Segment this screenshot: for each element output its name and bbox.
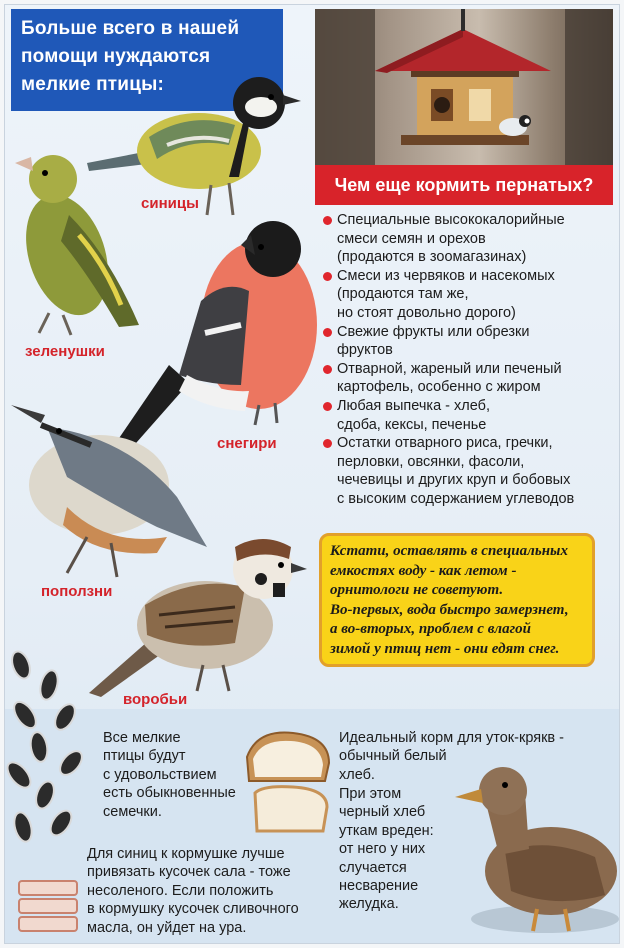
- tip-box: Кстати, оставлять в специальных емкостях воду - как летом - орнитологи не советуют. Во-первых, вода быстро замерзнет, а во-вторых, проблем с влагой зимой у птиц нет - они едят снег.: [319, 533, 595, 667]
- food-list: [323, 211, 615, 509]
- lard-illustration: [15, 877, 81, 935]
- black-bread-note: При этом черный хлеб уткам вреден: от него у них случается несварение желудка.: [339, 786, 434, 913]
- food-item: Смеси из червяков и насекомых (продаются там же, но стоят довольно дорого): [323, 267, 615, 323]
- bullet-icon: [323, 216, 332, 225]
- poster: [4, 4, 620, 944]
- food-item: Отварной, жареный или печеный картофель, особенно с жиром: [323, 360, 615, 397]
- food-item: Остатки отварного риса, гречки, перловки, овсянки, фасоли, чечевицы и других круп и бобовых с высоким содержанием углеводов: [323, 434, 615, 508]
- feeding-banner: Чем еще кормить пернатых?: [315, 165, 613, 205]
- bullet-icon: [323, 272, 332, 281]
- label-bullfinch: снегири: [217, 435, 277, 452]
- label-nuthatch: поползни: [41, 583, 113, 600]
- food-item: Свежие фрукты или обрезки фруктов: [323, 323, 615, 360]
- sparrow-bird-illustration: [85, 525, 307, 705]
- bird-feeder-photo: [315, 9, 613, 179]
- bird-feeder-illustration: [315, 9, 613, 179]
- white-bread-illustration: [237, 727, 337, 839]
- headline-line-1: Больше всего в нашей: [21, 18, 240, 39]
- food-item: Специальные высококалорийные смеси семян и орехов (продаются в зоомагазинах): [323, 211, 615, 267]
- bullet-icon: [323, 365, 332, 374]
- bullet-icon: [323, 328, 332, 337]
- duck-illustration: [445, 759, 620, 943]
- food-item: Любая выпечка - хлеб, сдоба, кексы, печенье: [323, 397, 615, 434]
- headline-line-2: помощи нуждаются: [21, 46, 211, 67]
- seeds-note: Все мелкие птицы будут с удовольствием есть обыкновенные семечки.: [103, 730, 236, 820]
- headline-line-3: мелкие птицы:: [21, 74, 165, 95]
- bullet-icon: [323, 439, 332, 448]
- label-greenfinch: зеленушки: [25, 343, 105, 360]
- label-tit: синицы: [141, 195, 199, 212]
- sunflower-seeds-illustration: [5, 645, 91, 845]
- bullet-icon: [323, 402, 332, 411]
- lard-note: Для синиц к кормушке лучше привязать кусочек сала - тоже несоленого. Если положить в кормушку кусочек сливочного масла, он уйдет на ура.: [87, 846, 299, 936]
- label-sparrow: воробьи: [123, 691, 188, 708]
- duck-note: Идеальный корм для уток-крякв - обычный белый хлеб.: [339, 730, 564, 783]
